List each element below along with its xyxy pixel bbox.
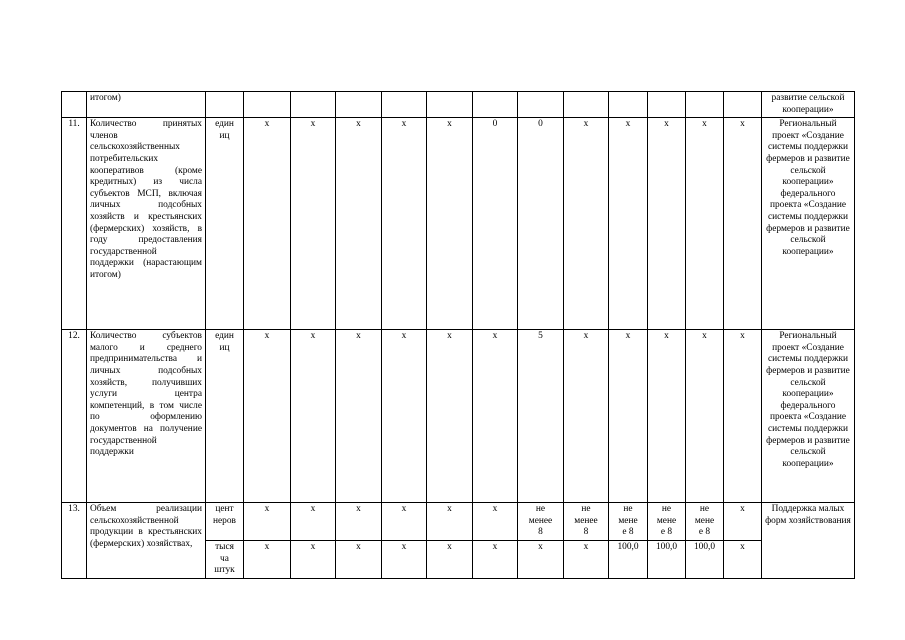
unit-cell (206, 92, 244, 118)
value-cell (564, 92, 609, 118)
table-row (62, 92, 855, 118)
value-cell: 100,0 (648, 541, 686, 579)
value-cell: х (724, 330, 762, 503)
value-cell: х (382, 503, 427, 541)
value-cell: х (518, 541, 564, 579)
value-cell: не менее 8 (564, 503, 609, 541)
row-number: 13. (62, 503, 87, 579)
value-cell (609, 92, 648, 118)
source-cell: Региональный проект «Создание системы поддержки фермеров и развитие сельской кооперации» федерального проекта «Создание системы поддержки фермеров и развитие сельской кооперации» (762, 118, 855, 330)
value-cell: х (609, 118, 648, 330)
value-cell (648, 92, 686, 118)
value-cell: х (427, 118, 473, 330)
value-cell: х (473, 541, 518, 579)
indicator-name: Количество субъектов малого и среднего предпринимательства и личных подсобных хозяйств, получивших услуги центра компетенций, в том числе по оформлению документов на получение государственной поддержки (87, 330, 206, 503)
value-cell: х (244, 118, 291, 330)
value-cell: х (244, 330, 291, 503)
value-cell: 100,0 (609, 541, 648, 579)
value-cell: х (382, 541, 427, 579)
value-cell (427, 92, 473, 118)
value-cell: 100,0 (686, 541, 724, 579)
value-cell: х (291, 503, 336, 541)
value-cell: не менее 8 (518, 503, 564, 541)
value-cell: х (336, 330, 382, 503)
value-cell: х (427, 541, 473, 579)
value-cell: не мене е 8 (686, 503, 724, 541)
value-cell: х (564, 330, 609, 503)
value-cell: х (648, 330, 686, 503)
table-row (62, 330, 855, 503)
value-cell: х (724, 503, 762, 541)
unit-cell: един иц (206, 330, 244, 503)
indicator-name: Объем реализации сельскохозяйственной продукции в крестьянских (фермерских) хозяйствах, (87, 503, 206, 579)
value-cell: х (427, 330, 473, 503)
value-cell (518, 92, 564, 118)
indicator-name: итогом) (87, 92, 206, 118)
indicator-table (61, 91, 855, 579)
value-cell: х (564, 118, 609, 330)
value-cell (382, 92, 427, 118)
value-cell: не мене е 8 (609, 503, 648, 541)
value-cell: х (291, 330, 336, 503)
value-cell: х (244, 541, 291, 579)
value-cell (291, 92, 336, 118)
value-cell: 0 (473, 118, 518, 330)
value-cell: х (724, 118, 762, 330)
value-cell: х (336, 503, 382, 541)
row-number (62, 92, 87, 118)
value-cell: х (609, 330, 648, 503)
value-cell: х (648, 118, 686, 330)
value-cell: х (473, 503, 518, 541)
value-cell (473, 92, 518, 118)
row-number: 12. (62, 330, 87, 503)
value-cell: х (686, 330, 724, 503)
value-cell: х (291, 118, 336, 330)
value-cell: не мене е 8 (648, 503, 686, 541)
value-cell: 0 (518, 118, 564, 330)
unit-cell: тыся ча штук (206, 541, 244, 579)
value-cell: х (336, 118, 382, 330)
unit-cell: цент неров (206, 503, 244, 541)
value-cell: х (244, 503, 291, 541)
value-cell (724, 92, 762, 118)
value-cell (336, 92, 382, 118)
value-cell: х (291, 541, 336, 579)
source-cell: Региональный проект «Создание системы поддержки фермеров и развитие сельской кооперации» федерального проекта «Создание системы поддержки фермеров и развитие сельской кооперации» (762, 330, 855, 503)
value-cell: 5 (518, 330, 564, 503)
value-cell: х (382, 118, 427, 330)
value-cell (244, 92, 291, 118)
unit-cell: един иц (206, 118, 244, 330)
value-cell: х (336, 541, 382, 579)
value-cell: х (686, 118, 724, 330)
value-cell: х (473, 330, 518, 503)
indicator-name: Количество принятых членов сельскохозяйственных потребительских кооперативов (кроме кредитных) из числа субъектов МСП, включая личных подсобных хозяйств и крестьянских (фермерских) хозяйств, в году предоставления государственной поддержки (нарастающим итогом) (87, 118, 206, 330)
source-cell: развитие сельской кооперации» (762, 92, 855, 118)
table-row (62, 118, 855, 330)
table-row (62, 503, 855, 541)
value-cell: х (427, 503, 473, 541)
row-number: 11. (62, 118, 87, 330)
value-cell: х (724, 541, 762, 579)
value-cell: х (382, 330, 427, 503)
value-cell: х (564, 541, 609, 579)
value-cell (686, 92, 724, 118)
source-cell: Поддержка малых форм хозяйствования (762, 503, 855, 579)
